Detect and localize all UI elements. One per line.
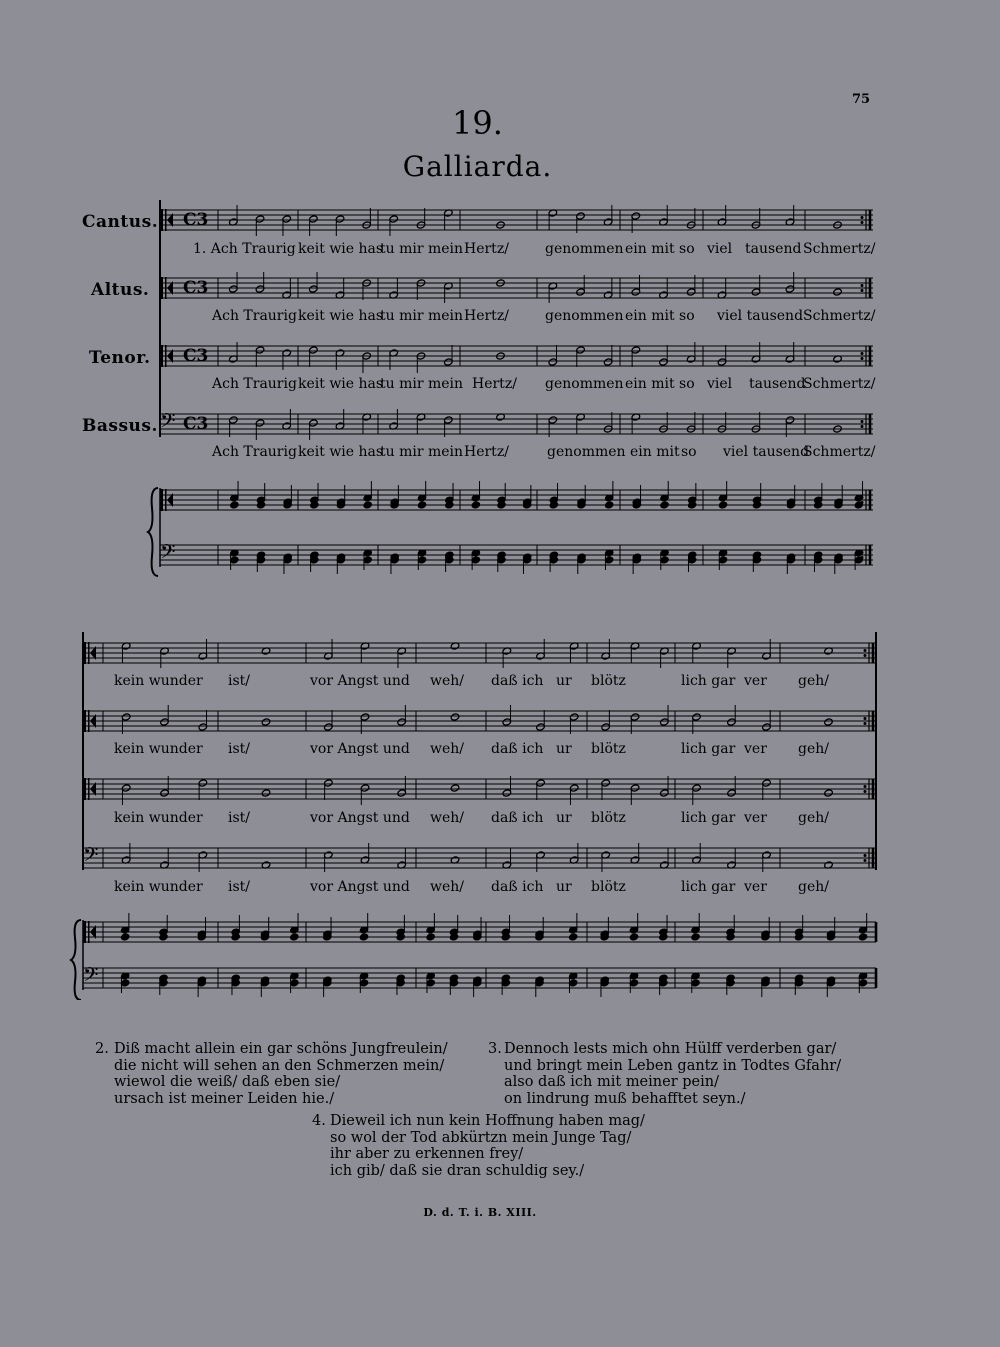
verse-2 (114, 1041, 448, 1107)
lyric: Ach Traurig (212, 308, 297, 324)
lyric: kein wunder (114, 879, 203, 895)
lyric: 1. Ach Traurig (193, 241, 296, 257)
verse-line: so wol der Tod abkürtzn mein Junge Tag/ (330, 1129, 632, 1146)
lyric: tausend (749, 376, 806, 392)
note-head (629, 933, 639, 941)
repeat-sign-icon (861, 216, 864, 219)
lyric: Hertz/ (464, 241, 509, 257)
clef-icon (165, 489, 167, 511)
voice-label-bassus: Bassus. (82, 416, 158, 436)
lyric: tu mir mein (380, 444, 464, 460)
lyric: keit wie has (298, 444, 384, 460)
repeat-sign-icon (861, 289, 864, 292)
verse-line: und bringt mein Leben gantz in Todtes Gfahr/ (504, 1057, 842, 1074)
lyric: daß ich (491, 879, 544, 895)
repeat-sign-icon (864, 859, 867, 862)
clef-icon (88, 710, 90, 732)
note-head (604, 501, 614, 509)
lyric: ist/ (228, 673, 251, 689)
lyric: daß ich (491, 741, 544, 757)
lyric: keit wie has (298, 308, 384, 324)
lyric: viel (707, 241, 733, 257)
clef-icon (165, 209, 167, 231)
lyric: ist/ (228, 741, 251, 757)
note-head (718, 501, 728, 509)
lyric: ur (556, 741, 572, 757)
verse-line: ihr aber zu erkennen frey/ (330, 1146, 524, 1162)
time-signature: C3 (183, 210, 209, 230)
lyric: daß ich (491, 810, 544, 826)
clef-icon (88, 921, 90, 943)
verse-line: ich gib/ daß sie dran schuldig sey./ (330, 1162, 585, 1179)
lyric: lich gar (681, 810, 736, 826)
lyric: vor Angst und (310, 673, 410, 689)
note-head (450, 784, 460, 792)
repeat-sign-icon (861, 357, 864, 360)
verse-number: 2. (95, 1041, 109, 1057)
repeat-sign-icon (861, 425, 864, 428)
note-head (858, 933, 868, 941)
note-head (833, 288, 843, 296)
lyric: geh/ (798, 810, 829, 826)
lyric: geh/ (798, 879, 829, 895)
repeat-sign-icon (861, 420, 864, 423)
verse-line: also daß ich mit meiner pein/ (504, 1074, 719, 1090)
repeat-sign-icon (861, 284, 864, 287)
lyric: blötz (591, 879, 626, 895)
note-head (691, 933, 701, 941)
note-head (426, 933, 436, 941)
lyric: lich gar (681, 879, 736, 895)
lyric: ein mit so (625, 241, 695, 257)
verse-line: Dieweil ich nun kein Hoffnung haben mag/ (330, 1113, 645, 1129)
lyric: vor Angst und (310, 810, 410, 826)
lyric: ein mit so (625, 308, 695, 324)
note-head (290, 933, 300, 941)
clef-icon (165, 277, 167, 299)
verse-line: on lindrung muß behafftet seyn./ (504, 1090, 746, 1107)
voice-label-cantus: Cantus. (82, 212, 159, 232)
page-number: 75 (852, 92, 871, 107)
lyric: Ach Traurig (212, 376, 297, 392)
lyric: tausend (745, 241, 802, 257)
voice-label-altus: Altus. (91, 280, 150, 300)
repeat-sign-icon (861, 352, 864, 355)
note-head (359, 933, 369, 941)
lyric: Schmertz/ (803, 444, 876, 460)
lyric: lich gar (681, 741, 736, 757)
lyric: tu mir mein (380, 308, 464, 324)
footer-reference: D. d. T. i. B. XIII. (423, 1206, 537, 1219)
lyric: Schmertz/ (803, 241, 876, 257)
clef-icon: 𝄢 (83, 963, 99, 991)
note-head (824, 718, 834, 726)
repeat-sign-icon (864, 722, 867, 725)
note-head (363, 501, 373, 509)
lyric: weh/ (430, 673, 465, 689)
clef-icon: 𝄢 (83, 843, 99, 871)
lyric: genommen (545, 376, 624, 392)
lyric: viel (707, 376, 733, 392)
lyric: genommen ein mit (547, 444, 680, 460)
clef-icon (165, 345, 167, 367)
note-head (660, 501, 670, 509)
time-signature: C3 (183, 414, 209, 434)
piece-title: Galliarda. (402, 150, 553, 183)
note-head (824, 789, 834, 797)
lyric: keit wie has (298, 376, 384, 392)
verse-line: Diß macht allein ein gar schöns Jungfreulein/ (114, 1041, 448, 1057)
brace-icon (71, 920, 81, 1000)
note-head (450, 713, 460, 721)
note-head (854, 501, 864, 509)
lyric: weh/ (430, 741, 465, 757)
verse-number: 3. (488, 1041, 502, 1057)
lyric: Ach Traurig (212, 444, 297, 460)
brace-icon (148, 488, 158, 576)
repeat-sign-icon (864, 649, 867, 652)
lyric: ver (744, 879, 767, 895)
lyric: lich gar (681, 673, 736, 689)
lyric: geh/ (798, 741, 829, 757)
verse-3 (504, 1041, 841, 1107)
lyric: Hertz/ (464, 444, 509, 460)
lyric: viel tausend (723, 444, 810, 460)
verse-number: 4. (312, 1113, 326, 1129)
lyric: viel tausend (717, 308, 804, 324)
lyric: ur (556, 879, 572, 895)
note-head (417, 501, 427, 509)
lyric: blötz (591, 810, 626, 826)
lyric: kein wunder (114, 810, 203, 826)
note-head (568, 933, 578, 941)
lyric: weh/ (430, 879, 465, 895)
repeat-sign-icon (864, 654, 867, 657)
lyric: weh/ (430, 810, 465, 826)
lyric: vor Angst und (310, 879, 410, 895)
lyric: genommen (545, 308, 624, 324)
lyric: tu mir mein (380, 376, 464, 392)
note-head (230, 501, 240, 509)
lyric: Hertz/ (464, 308, 509, 324)
lyric: blötz (591, 741, 626, 757)
voice-label-tenor: Tenor. (89, 348, 151, 368)
note-head (120, 933, 130, 941)
clef-icon: 𝄢 (160, 540, 176, 568)
lyric: daß ich (491, 673, 544, 689)
verse-line: die nicht will sehen an den Schmerzen mein/ (114, 1057, 445, 1074)
lyric: ver (744, 673, 767, 689)
lyric: geh/ (798, 673, 829, 689)
piece-number: 19. (452, 104, 503, 142)
lyric: genommen (545, 241, 624, 257)
repeat-sign-icon (861, 221, 864, 224)
verse-4 (330, 1113, 645, 1179)
lyric: ur (556, 673, 572, 689)
lyric: ein mit so (625, 376, 695, 392)
lyric: kein wunder (114, 741, 203, 757)
verse-line: Dennoch lests mich ohn Hülff verderben gar/ (504, 1041, 837, 1057)
verse-line: ursach ist meiner Leiden hie./ (114, 1090, 335, 1107)
note-head (261, 789, 271, 797)
lyric: vor Angst und (310, 741, 410, 757)
lyric: blötz (591, 673, 626, 689)
lyric: ist/ (228, 879, 251, 895)
verse-line: wiewol die weiß/ daß eben sie/ (114, 1074, 341, 1090)
clef-icon (88, 778, 90, 800)
lyric: kein wunder (114, 673, 203, 689)
lyric: Hertz/ (472, 376, 517, 392)
repeat-sign-icon (864, 785, 867, 788)
lyric: Schmertz/ (803, 308, 876, 324)
lyric: ver (744, 741, 767, 757)
time-signature: C3 (183, 278, 209, 298)
repeat-sign-icon (864, 717, 867, 720)
clef-icon (88, 642, 90, 664)
note-head (261, 718, 271, 726)
lyric: Schmertz/ (803, 376, 876, 392)
note-head (471, 501, 481, 509)
lyric: so (681, 444, 697, 460)
lyric: ver (744, 810, 767, 826)
lyric: tu mir mein (380, 241, 464, 257)
time-signature: C3 (183, 346, 209, 366)
repeat-sign-icon (864, 854, 867, 857)
lyric: ist/ (228, 810, 251, 826)
clef-icon: 𝄢 (160, 409, 176, 437)
repeat-sign-icon (864, 790, 867, 793)
lyric: keit wie has (298, 241, 384, 257)
lyric: ur (556, 810, 572, 826)
